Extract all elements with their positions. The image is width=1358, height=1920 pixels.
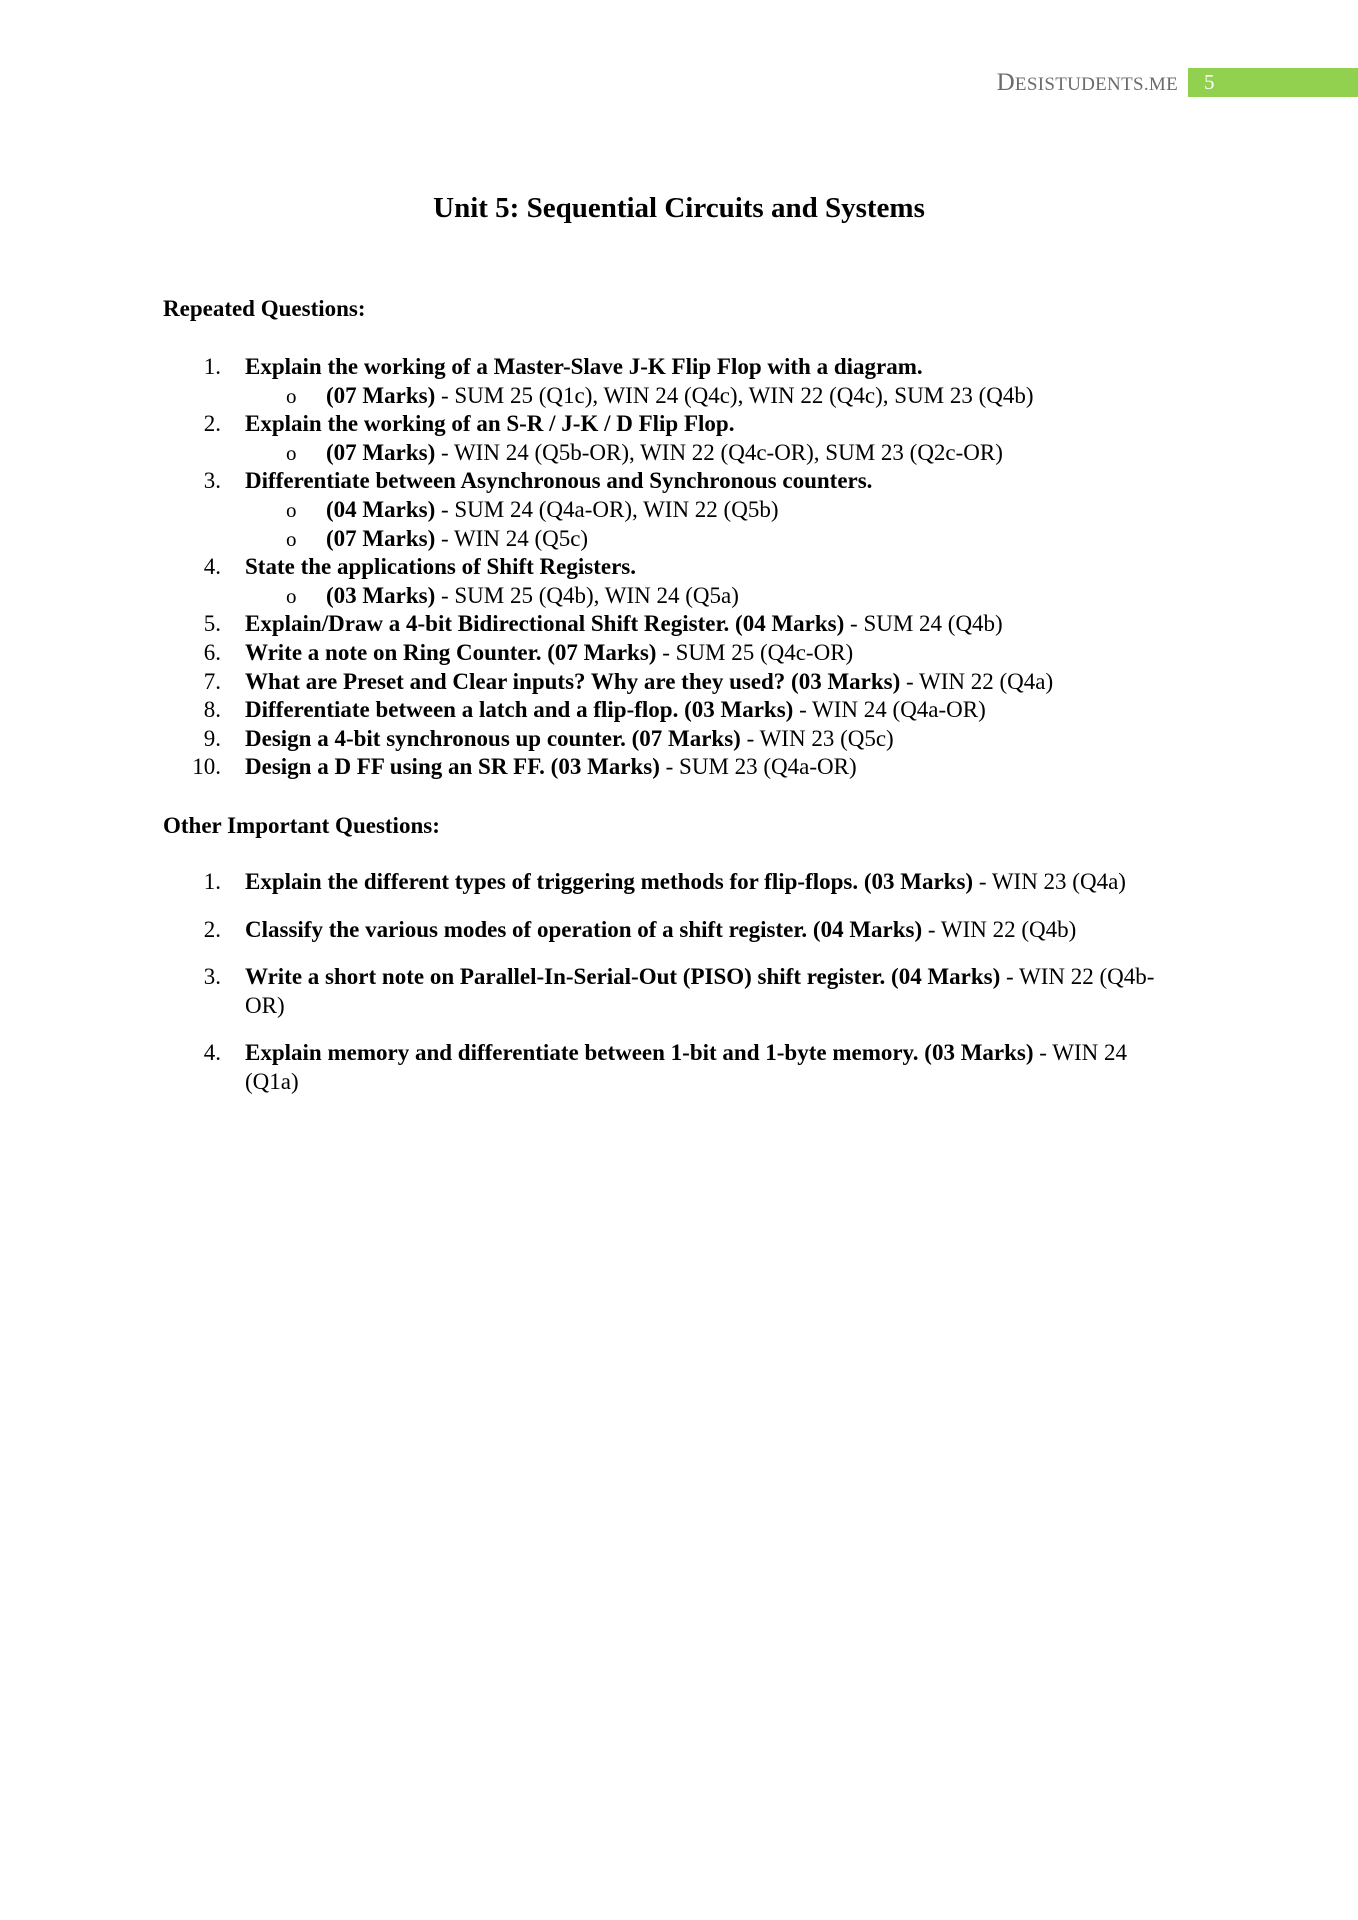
bullet-icon: o	[286, 383, 297, 408]
question-reference: - WIN 24 (Q1a)	[245, 1040, 1127, 1094]
question-reference: - WIN 24 (Q4a-OR)	[793, 697, 986, 723]
question-text	[245, 964, 1154, 1018]
question-bold-text: Write a short note on Parallel-In-Serial-Out (PISO) shift register. (04 Marks)	[245, 964, 1001, 990]
marks-label: (07 Marks)	[326, 525, 436, 551]
question-item	[163, 668, 1183, 697]
page-title: Unit 5: Sequential Circuits and Systems	[433, 192, 925, 224]
question-item	[163, 753, 1183, 782]
question-reference: - WIN 22 (Q4a)	[900, 668, 1054, 694]
exam-reference: - SUM 25 (Q1c), WIN 24 (Q4c), WIN 22 (Q4c), SUM 23 (Q4b)	[435, 382, 1034, 408]
question-marks-row	[163, 439, 1183, 468]
question-bold-text: Explain the working of a Master-Slave J-K Flip Flop with a diagram.	[245, 354, 923, 379]
question-bold-text: Write a note on Ring Counter. (07 Marks)	[245, 639, 657, 665]
question-number: 4.	[203, 1040, 221, 1066]
marks-label: (07 Marks)	[326, 382, 436, 408]
marks-label: (03 Marks)	[326, 582, 436, 608]
question-number: 6.	[203, 639, 221, 665]
question-item	[163, 410, 1183, 439]
question-bold-text: Differentiate between Asynchronous and Synchronous counters.	[245, 468, 873, 494]
question-text	[245, 411, 734, 436]
question-number: 2.	[203, 916, 221, 942]
marks-label: (04 Marks)	[326, 496, 436, 522]
question-reference: - WIN 23 (Q4a)	[973, 869, 1126, 894]
question-item	[163, 725, 1183, 754]
question-text	[245, 1040, 1127, 1094]
question-item	[163, 963, 1183, 1020]
bullet-icon: o	[286, 526, 297, 551]
question-number: 5.	[203, 611, 221, 637]
bullet-icon: o	[286, 440, 297, 465]
question-text	[245, 726, 894, 751]
site-name: DESISTUDENTS.ME	[996, 69, 1178, 96]
question-reference: - SUM 24 (Q4b)	[844, 611, 1003, 637]
question-item	[163, 610, 1183, 639]
exam-reference: - SUM 25 (Q4b), WIN 24 (Q5a)	[435, 582, 739, 608]
question-text	[245, 611, 1003, 636]
other-questions-heading: Other Important Questions:	[163, 813, 440, 838]
question-item	[163, 639, 1183, 668]
question-reference: - SUM 25 (Q4c-OR)	[656, 639, 854, 665]
question-number: 10.	[192, 754, 221, 780]
question-bold-text: What are Preset and Clear inputs? Why are they used? (03 Marks)	[245, 668, 901, 694]
marks-label: (07 Marks)	[326, 439, 436, 465]
other-questions-list	[163, 868, 1183, 1116]
question-item	[163, 916, 1183, 945]
question-reference: - WIN 22 (Q4b-OR)	[245, 964, 1155, 1018]
question-text	[245, 554, 636, 579]
question-reference: - WIN 23 (Q5c)	[740, 725, 894, 751]
question-number: 8.	[203, 697, 221, 723]
question-item	[163, 1039, 1183, 1096]
question-number: 1.	[203, 869, 221, 894]
question-bold-text: Explain the working of an S-R / J-K / D Flip Flop.	[245, 411, 735, 437]
question-number: 7.	[203, 668, 221, 694]
question-text	[245, 869, 1126, 894]
question-marks-row	[163, 582, 1183, 611]
question-number: 3.	[203, 964, 221, 990]
repeated-questions-list	[163, 353, 1183, 782]
question-text	[245, 468, 872, 493]
question-number: 1.	[203, 354, 221, 379]
bullet-icon: o	[286, 583, 297, 608]
question-text	[245, 640, 853, 665]
page-number: 5	[1204, 70, 1215, 94]
question-number: 2.	[203, 411, 221, 437]
bullet-icon: o	[286, 497, 297, 522]
question-bold-text: Design a D FF using an SR FF. (03 Marks)	[245, 754, 660, 780]
question-bold-text: Differentiate between a latch and a flip-flop. (03 Marks)	[245, 697, 794, 723]
question-text	[245, 754, 857, 779]
question-bold-text: Explain/Draw a 4-bit Bidirectional Shift Register. (04 Marks)	[245, 611, 845, 637]
question-bold-text: Explain the different types of triggering methods for flip-flops. (03 Marks)	[245, 869, 974, 894]
question-reference: - WIN 22 (Q4b)	[922, 916, 1077, 942]
exam-reference: - SUM 24 (Q4a-OR), WIN 22 (Q5b)	[435, 496, 779, 522]
question-text	[245, 917, 1076, 942]
question-item	[163, 553, 1183, 582]
repeated-questions-heading: Repeated Questions:	[163, 296, 366, 321]
question-number: 3.	[203, 468, 221, 494]
question-number: 9.	[203, 725, 221, 751]
question-bold-text: State the applications of Shift Registers.	[245, 554, 636, 580]
question-marks-row	[163, 382, 1183, 411]
question-marks-row	[163, 525, 1183, 554]
exam-reference: - WIN 24 (Q5c)	[435, 525, 589, 551]
page-number-badge	[1188, 68, 1358, 97]
question-text	[245, 697, 986, 722]
exam-reference: - WIN 24 (Q5b-OR), WIN 22 (Q4c-OR), SUM 23 (Q2c-OR)	[435, 439, 1003, 465]
question-bold-text: Design a 4-bit synchronous up counter. (07 Marks)	[245, 725, 741, 751]
question-marks-row	[163, 496, 1183, 525]
question-item	[163, 696, 1183, 725]
question-item	[163, 467, 1183, 496]
question-item	[163, 868, 1183, 897]
question-number: 4.	[203, 554, 221, 580]
question-reference: - SUM 23 (Q4a-OR)	[659, 754, 857, 780]
question-item	[163, 353, 1183, 382]
question-text	[245, 354, 923, 379]
question-bold-text: Explain memory and differentiate between 1-bit and 1-byte memory. (03 Marks)	[245, 1040, 1034, 1066]
question-text	[245, 669, 1053, 694]
question-bold-text: Classify the various modes of operation of a shift register. (04 Marks)	[245, 916, 923, 942]
